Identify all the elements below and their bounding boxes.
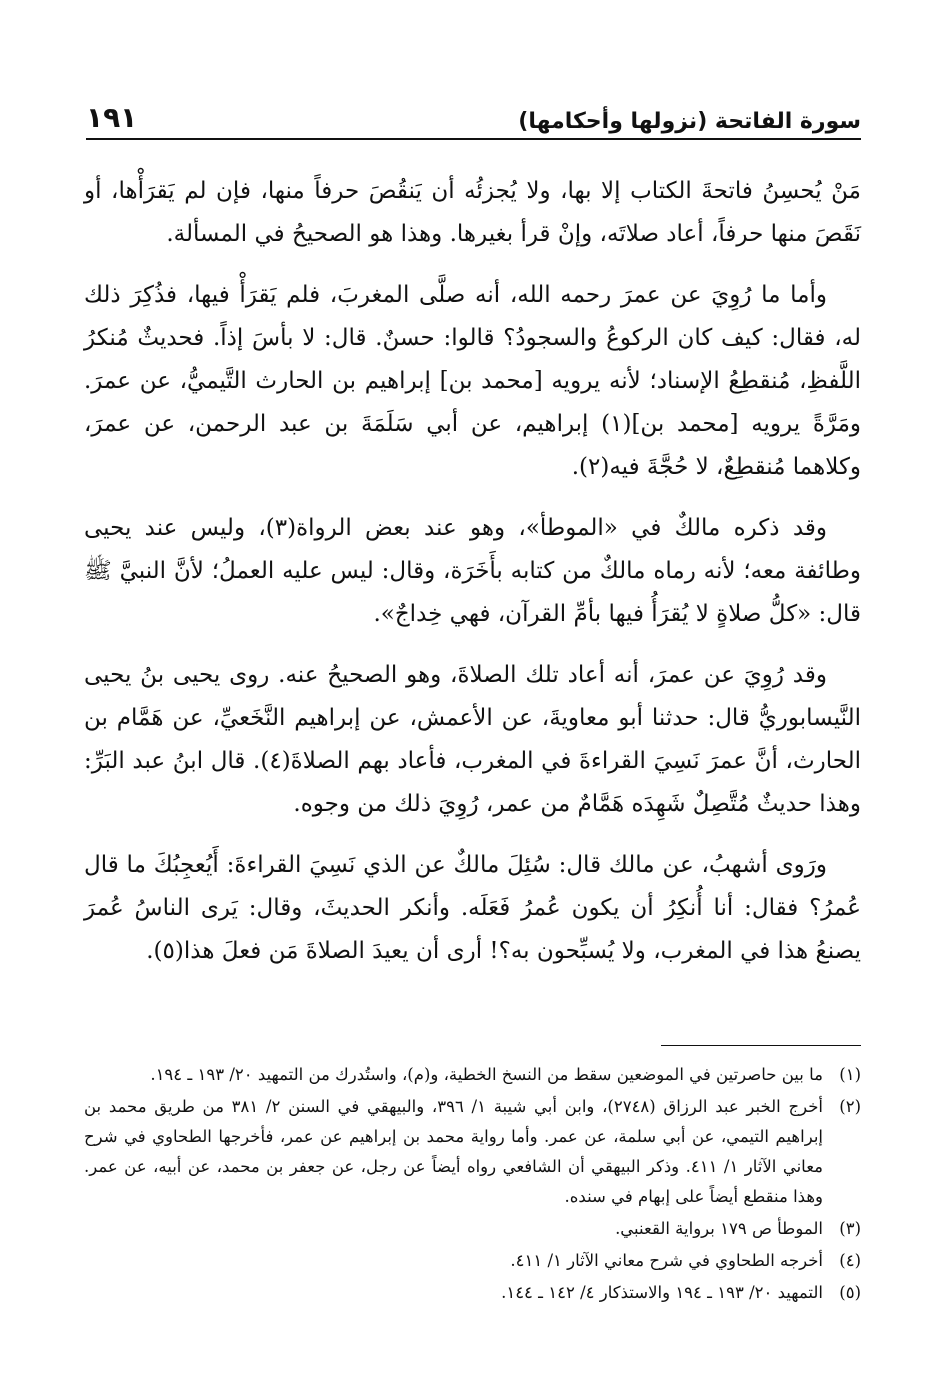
footnote-text: أخرجه الطحاوي في شرح معاني الآثار ١/ ٤١١. [510, 1251, 823, 1270]
footnote-number: (٢) [839, 1097, 861, 1116]
footnote-text: التمهيد ٢٠/ ١٩٣ ـ ١٩٤ والاستذكار ٤/ ١٤٢ ـ ١٤٤. [501, 1283, 823, 1302]
footnote [84, 1246, 861, 1276]
footnote-text: أخرج الخبر عبد الرزاق (٢٧٤٨)، وابن أبي شيبة ١/ ٣٩٦، والبيهقي في السنن ٢/ ٣٨١ من طريق محمد بن إبراهيم التيمي، عن أبي سلمة، عن عمر. وأما رواية محمد بن إبراهيم عن عمر، فأخرجها الطحاوي في شرح معاني الآثار ١/ ٤١١. وذكر البيهقي أن الشافعي رواه أيضاً عن رجل، عن جعفر بن محمد، عن أبيه، عن عمر. وهذا منقطع أيضاً على إبهام في سنده. [84, 1097, 823, 1206]
page-number: ١٩١ [86, 101, 138, 134]
paragraph: وقد رُوِيَ عن عمرَ، أنه أعاد تلك الصلاةَ، وهو الصحيحُ عنه. روى يحيى بنُ يحيى النَّيسابوريُّ قال: حدثنا أبو معاويةَ، عن الأعمش، عن إبراهيم النَّخَعيِّ، عن هَمَّام بن الحارث، أنَّ عمرَ نَسِيَ القراءةَ في المغرب، فأعاد بهم الصلاةَ(٤). قال ابنُ عبد البَرِّ: وهذا حديثٌ مُتَّصِلٌ شَهِدَه هَمَّامٌ من عمر، رُوِيَ ذلك من وجوه. [84, 662, 861, 817]
footnote-number: (٥) [839, 1283, 861, 1302]
footnotes [84, 1060, 861, 1310]
footnote-text: ما بين حاصرتين في الموضعين سقط من النسخ الخطية، و(م)، واستُدرك من التمهيد ٢٠/ ١٩٣ ـ ١٩٤. [150, 1065, 823, 1084]
footnote-number: (٣) [839, 1219, 861, 1238]
footnote-text: الموطأ ص ١٧٩ برواية القعنبي. [615, 1219, 823, 1238]
footnote-number: (٤) [839, 1251, 861, 1270]
footnote [84, 1060, 861, 1090]
footnote-separator [661, 1045, 861, 1046]
paragraph: وقد ذكره مالكٌ في «الموطأ»، وهو عند بعض الرواة(٣)، وليس عند يحيى وطائفة معه؛ لأنه رماه مالكٌ من كتابه بأَخَرَة، وقال: ليس عليه العملُ؛ لأنَّ النبيَّ ﷺ قال: «كلُّ صلاةٍ لا يُقرَأُ فيها بأمِّ القرآن، فهي خِداجٌ». [84, 515, 861, 627]
paragraph: وأما ما رُوِيَ عن عمرَ رحمه الله، أنه صلَّى المغربَ، فلم يَقرَأْ فيها، فذُكِرَ ذلك له، فقال: كيف كان الركوعُ والسجودُ؟ قالوا: حسنٌ. قال: لا بأسَ إذاً. فحديثٌ مُنكرُ اللَّفظِ، مُنقطِعُ الإسناد؛ لأنه يرويه [محمد بن] إبراهيم بن الحارث التَّيميُّ، عن عمرَ. ومَرَّةً يرويه [محمد بن](١) إبراهيم، عن أبي سَلَمَةَ بن عبد الرحمن، عن عمرَ، وكلاهما مُنقطِعٌ، لا حُجَّةَ فيه(٢). [84, 282, 861, 480]
page-header [86, 88, 861, 140]
footnote [84, 1092, 861, 1212]
footnote [84, 1214, 861, 1244]
footnote [84, 1278, 861, 1308]
running-title: سورة الفاتحة (نزولها وأحكامها) [518, 109, 861, 134]
main-text [84, 170, 861, 991]
footnote-number: (١) [839, 1065, 861, 1084]
paragraph: مَنْ يُحسِنُ فاتحةَ الكتاب إلا بها، ولا يُجزئُه أن يَنقُصَ حرفاً منها، فإن لم يَقرَأْها، أو نَقَصَ منها حرفاً، أعاد صلاتَه، وإنْ قرأ بغيرها. وهذا هو الصحيحُ في المسألة. [84, 178, 861, 247]
paragraph: ورَوى أشهبُ، عن مالك قال: سُئِلَ مالكٌ عن الذي نَسِيَ القراءةَ: أَيُعجِبُكَ ما قال عُمرُ؟ فقال: أنا أُنكِرُ أن يكون عُمرُ فَعَلَه. وأنكر الحديثَ، وقال: يَرى الناسُ عُمرَ يصنعُ هذا في المغرب، ولا يُسبِّحون به؟! أرى أن يعيدَ الصلاةَ مَن فعلَ هذا(٥). [84, 852, 861, 964]
